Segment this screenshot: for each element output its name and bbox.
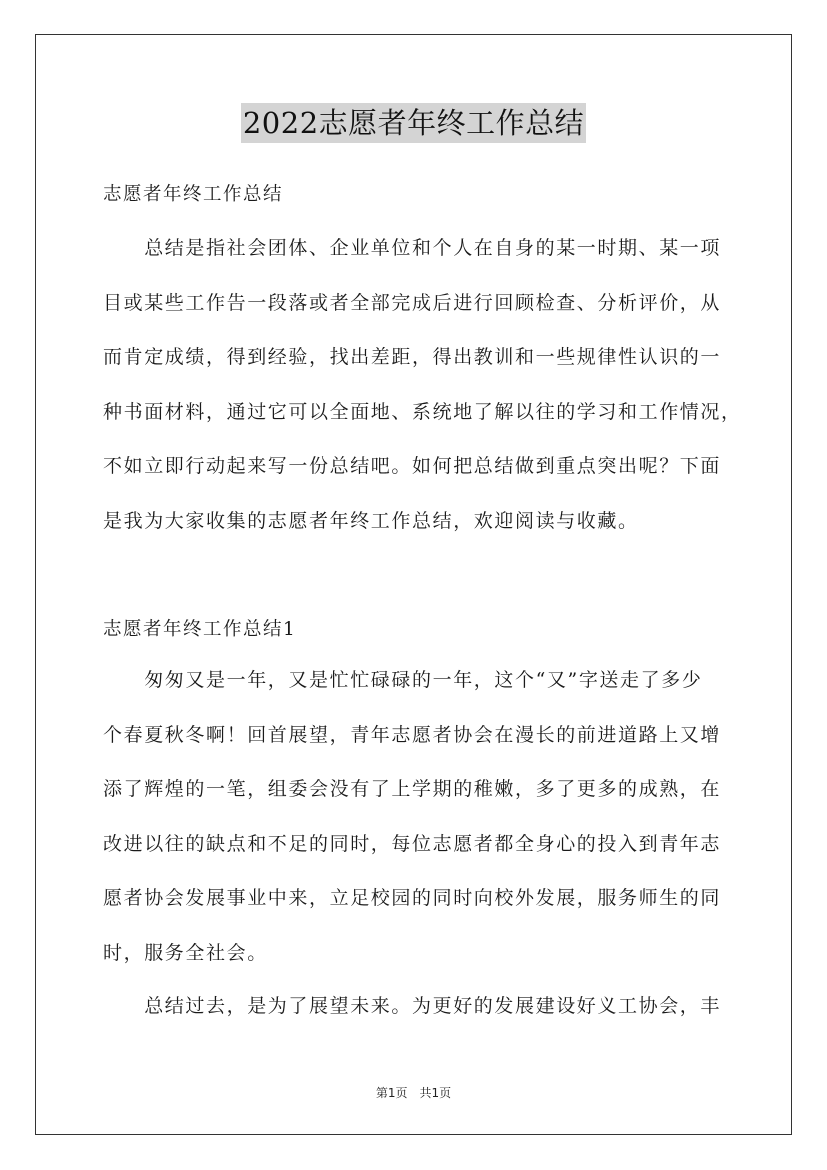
title-container: [0, 103, 827, 143]
paragraph-1: [103, 653, 743, 981]
paragraph-line: 种书面材料，通过它可以全面地、系统地了解以往的学习和工作情况，: [103, 400, 742, 423]
intro-paragraph: [103, 221, 743, 549]
paragraph-line: 时，服务全社会。: [103, 941, 268, 964]
section-heading-intro: 志愿者年终工作总结: [103, 184, 284, 205]
paragraph-line: 改进以往的缺点和不足的同时，每位志愿者都全身心的投入到青年志: [103, 832, 722, 855]
paragraph-line: 愿者协会发展事业中来，立足校园的同时向校外发展，服务师生的同: [103, 887, 722, 910]
paragraph-line: 是我为大家收集的志愿者年终工作总结，欢迎阅读与收藏。: [103, 509, 639, 532]
paragraph-2: [103, 979, 743, 1034]
paragraph-line: 总结过去，是为了展望未来。为更好的发展建设好义工协会，丰: [103, 995, 722, 1017]
paragraph-line: 个春夏秋冬啊！回首展望，青年志愿者协会在漫长的前进道路上又增: [103, 723, 722, 746]
paragraph-line: 不如立即行动起来写一份总结吧。如何把总结做到重点突出呢？下面: [103, 455, 722, 478]
paragraph-line: 添了辉煌的一笔，组委会没有了上学期的稚嫩，多了更多的成熟，在: [103, 778, 722, 801]
document-title: 2022志愿者年终工作总结: [241, 103, 586, 143]
paragraph-line: 总结是指社会团体、企业单位和个人在自身的某一时期、某一项: [103, 237, 722, 259]
paragraph-line: 匆匆又是一年，又是忙忙碌碌的一年，这个“又”字送走了多少: [103, 669, 703, 691]
section-heading-1: 志愿者年终工作总结1: [103, 619, 297, 640]
page-footer: 第1页 共1页: [375, 1086, 452, 1100]
paragraph-line: 而肯定成绩，得到经验，找出差距，得出教训和一些规律性认识的一: [103, 346, 722, 369]
paragraph-line: 目或某些工作告一段落或者全部完成后进行回顾检查、分析评价，从: [103, 291, 722, 314]
